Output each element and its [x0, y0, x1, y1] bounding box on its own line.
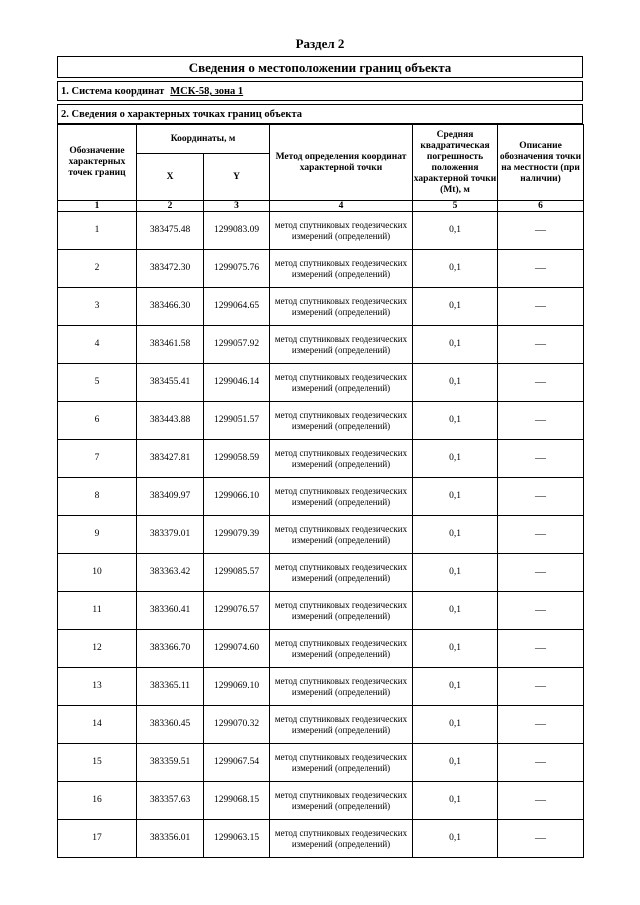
description-cell: —: [498, 668, 584, 706]
y-coordinate-cell: 1299075.76: [204, 250, 270, 288]
point-number-cell: 9: [58, 516, 137, 554]
table-row: [58, 706, 584, 744]
table-row: [58, 630, 584, 668]
point-number-cell: 14: [58, 706, 137, 744]
accuracy-cell: 0,1: [413, 440, 498, 478]
y-coordinate-cell: 1299057.92: [204, 326, 270, 364]
column-number: 6: [498, 201, 584, 212]
description-cell: —: [498, 706, 584, 744]
method-cell: метод спутниковых геодезических измерений (определений): [270, 782, 413, 820]
point-number-cell: 15: [58, 744, 137, 782]
accuracy-cell: 0,1: [413, 326, 498, 364]
description-cell: —: [498, 782, 584, 820]
point-number-cell: 11: [58, 592, 137, 630]
method-cell: метод спутниковых геодезических измерений (определений): [270, 250, 413, 288]
accuracy-cell: 0,1: [413, 288, 498, 326]
header-coordinates: Координаты, м: [137, 125, 270, 154]
point-number-cell: 12: [58, 630, 137, 668]
accuracy-cell: 0,1: [413, 592, 498, 630]
accuracy-cell: 0,1: [413, 554, 498, 592]
description-cell: —: [498, 250, 584, 288]
column-number: 3: [204, 201, 270, 212]
header-accuracy: Средняя квадратическая погрешность положения характерной точки (Mt), м: [413, 125, 498, 201]
column-number: 1: [58, 201, 137, 212]
method-cell: метод спутниковых геодезических измерений (определений): [270, 212, 413, 250]
accuracy-cell: 0,1: [413, 364, 498, 402]
x-coordinate-cell: 383359.51: [137, 744, 204, 782]
y-coordinate-cell: 1299063.15: [204, 820, 270, 858]
table-row: [58, 326, 584, 364]
x-coordinate-cell: 383443.88: [137, 402, 204, 440]
coord-system-value: МСК-58, зона 1: [170, 86, 244, 97]
method-cell: метод спутниковых геодезических измерений (определений): [270, 554, 413, 592]
x-coordinate-cell: 383427.81: [137, 440, 204, 478]
method-cell: метод спутниковых геодезических измерений (определений): [270, 402, 413, 440]
table-row: [58, 288, 584, 326]
description-cell: —: [498, 364, 584, 402]
y-coordinate-cell: 1299074.60: [204, 630, 270, 668]
y-coordinate-cell: 1299068.15: [204, 782, 270, 820]
points-heading: 2. Сведения о характерных точках границ объекта: [57, 104, 583, 124]
description-cell: —: [498, 744, 584, 782]
point-number-cell: 4: [58, 326, 137, 364]
method-cell: метод спутниковых геодезических измерений (определений): [270, 706, 413, 744]
point-number-cell: 16: [58, 782, 137, 820]
description-cell: —: [498, 212, 584, 250]
y-coordinate-cell: 1299058.59: [204, 440, 270, 478]
y-coordinate-cell: 1299085.57: [204, 554, 270, 592]
x-coordinate-cell: 383366.70: [137, 630, 204, 668]
point-number-cell: 8: [58, 478, 137, 516]
description-cell: —: [498, 516, 584, 554]
method-cell: метод спутниковых геодезических измерений (определений): [270, 516, 413, 554]
accuracy-cell: 0,1: [413, 212, 498, 250]
point-number-cell: 6: [58, 402, 137, 440]
description-cell: —: [498, 554, 584, 592]
method-cell: метод спутниковых геодезических измерений (определений): [270, 440, 413, 478]
accuracy-cell: 0,1: [413, 782, 498, 820]
x-coordinate-cell: 383356.01: [137, 820, 204, 858]
header-method: Метод определения координат характерной точки: [270, 125, 413, 201]
table-row: [58, 592, 584, 630]
description-cell: —: [498, 326, 584, 364]
x-coordinate-cell: 383379.01: [137, 516, 204, 554]
accuracy-cell: 0,1: [413, 706, 498, 744]
document-title: Сведения о местоположении границ объекта: [57, 56, 583, 78]
y-coordinate-cell: 1299046.14: [204, 364, 270, 402]
y-coordinate-cell: 1299083.09: [204, 212, 270, 250]
table-row: [58, 820, 584, 858]
table-row: [58, 744, 584, 782]
x-coordinate-cell: 383365.11: [137, 668, 204, 706]
table-row: [58, 212, 584, 250]
x-coordinate-cell: 383466.30: [137, 288, 204, 326]
method-cell: метод спутниковых геодезических измерений (определений): [270, 288, 413, 326]
table-row: [58, 782, 584, 820]
table-row: [58, 554, 584, 592]
description-cell: —: [498, 630, 584, 668]
y-coordinate-cell: 1299076.57: [204, 592, 270, 630]
x-coordinate-cell: 383475.48: [137, 212, 204, 250]
y-coordinate-cell: 1299069.10: [204, 668, 270, 706]
y-coordinate-cell: 1299070.32: [204, 706, 270, 744]
point-number-cell: 17: [58, 820, 137, 858]
description-cell: —: [498, 592, 584, 630]
method-cell: метод спутниковых геодезических измерений (определений): [270, 326, 413, 364]
header-x: X: [137, 154, 204, 201]
point-number-cell: 2: [58, 250, 137, 288]
coord-system-line: [57, 81, 583, 101]
document-frame: [57, 56, 583, 858]
column-number: 4: [270, 201, 413, 212]
table-row: [58, 250, 584, 288]
method-cell: метод спутниковых геодезических измерений (определений): [270, 364, 413, 402]
accuracy-cell: 0,1: [413, 630, 498, 668]
x-coordinate-cell: 383363.42: [137, 554, 204, 592]
method-cell: метод спутниковых геодезических измерений (определений): [270, 668, 413, 706]
x-coordinate-cell: 383360.45: [137, 706, 204, 744]
y-coordinate-cell: 1299051.57: [204, 402, 270, 440]
accuracy-cell: 0,1: [413, 402, 498, 440]
description-cell: —: [498, 820, 584, 858]
table-row: [58, 402, 584, 440]
description-cell: —: [498, 440, 584, 478]
header-y: Y: [204, 154, 270, 201]
x-coordinate-cell: 383360.41: [137, 592, 204, 630]
points-table-body: [58, 212, 584, 858]
accuracy-cell: 0,1: [413, 250, 498, 288]
header-description: Описание обозначения точки на местности (при наличии): [498, 125, 584, 201]
description-cell: —: [498, 402, 584, 440]
x-coordinate-cell: 383357.63: [137, 782, 204, 820]
points-table: [57, 124, 584, 858]
y-coordinate-cell: 1299067.54: [204, 744, 270, 782]
y-coordinate-cell: 1299079.39: [204, 516, 270, 554]
x-coordinate-cell: 383409.97: [137, 478, 204, 516]
accuracy-cell: 0,1: [413, 820, 498, 858]
point-number-cell: 10: [58, 554, 137, 592]
description-cell: —: [498, 478, 584, 516]
accuracy-cell: 0,1: [413, 744, 498, 782]
y-coordinate-cell: 1299066.10: [204, 478, 270, 516]
column-number: 5: [413, 201, 498, 212]
column-number: 2: [137, 201, 204, 212]
y-coordinate-cell: 1299064.65: [204, 288, 270, 326]
table-row: [58, 364, 584, 402]
method-cell: метод спутниковых геодезических измерений (определений): [270, 478, 413, 516]
x-coordinate-cell: 383461.58: [137, 326, 204, 364]
point-number-cell: 1: [58, 212, 137, 250]
point-number-cell: 5: [58, 364, 137, 402]
table-row: [58, 516, 584, 554]
accuracy-cell: 0,1: [413, 516, 498, 554]
description-cell: —: [498, 288, 584, 326]
accuracy-cell: 0,1: [413, 478, 498, 516]
method-cell: метод спутниковых геодезических измерений (определений): [270, 744, 413, 782]
method-cell: метод спутниковых геодезических измерений (определений): [270, 592, 413, 630]
table-row: [58, 440, 584, 478]
method-cell: метод спутниковых геодезических измерений (определений): [270, 630, 413, 668]
method-cell: метод спутниковых геодезических измерений (определений): [270, 820, 413, 858]
table-row: [58, 478, 584, 516]
point-number-cell: 13: [58, 668, 137, 706]
header-point-designation: Обозначение характерных точек границ: [58, 125, 137, 201]
section-title: Раздел 2: [295, 36, 345, 51]
table-row: [58, 668, 584, 706]
point-number-cell: 7: [58, 440, 137, 478]
x-coordinate-cell: 383455.41: [137, 364, 204, 402]
point-number-cell: 3: [58, 288, 137, 326]
accuracy-cell: 0,1: [413, 668, 498, 706]
x-coordinate-cell: 383472.30: [137, 250, 204, 288]
coord-system-label: 1. Система координат: [61, 86, 165, 97]
